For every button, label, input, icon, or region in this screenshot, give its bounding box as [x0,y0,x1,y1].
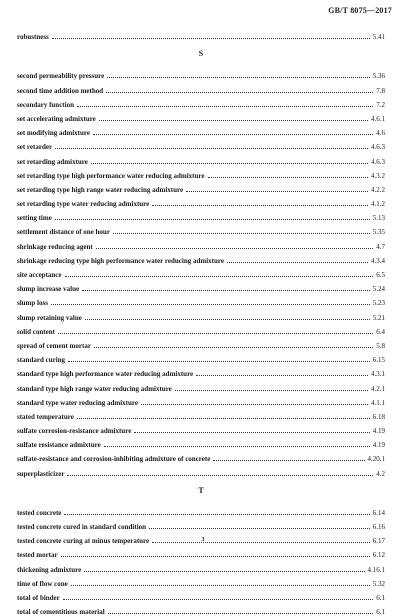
index-term: second permeability pressure [17,72,105,81]
index-term: robustness [17,33,49,42]
dot-leader [67,475,373,476]
index-term: slump increase value [17,285,80,294]
clause-reference: 4.3.4 [371,256,385,265]
dot-leader [186,191,368,192]
index-entry [17,503,385,517]
dot-leader [71,585,370,586]
index-entry [17,66,385,80]
clause-reference: 4.19 [372,441,385,450]
dot-leader [213,460,364,461]
clause-reference: 4.6.3 [371,143,385,152]
index-entry [17,449,385,463]
clause-reference: 4.7 [376,242,385,251]
clause-reference: 6.1 [376,608,385,616]
index-term: second time addition method [17,86,104,95]
index-entry [17,364,385,378]
index-term: standard curing [17,356,66,365]
dot-leader [68,361,370,362]
index-entry [17,307,385,321]
dot-leader [58,333,373,334]
index-term: set modifying admixture [17,129,90,138]
index-entry [17,137,385,151]
clause-reference: 7.2 [376,100,385,109]
index-term: spread of cement mortar [17,341,91,350]
dot-leader [55,219,370,220]
index-term: standard type high range water reducing admixture [17,384,172,393]
index-entry [17,421,385,435]
index-term: tested concrete curing at minus temperature [17,537,150,546]
clause-reference: 4.19 [372,427,385,436]
clause-reference: 4.3.2 [371,171,385,180]
clause-reference: 4.2 [376,469,385,478]
dot-leader [141,404,368,405]
clause-reference: 4.6 [376,129,385,138]
index-term: sulfate-resistance and corrosion-inhibiting admixture of concrete [17,455,211,464]
index-term: shrinkage reducing agent [17,242,93,251]
dot-leader [106,92,373,93]
index-entry [17,463,385,477]
clause-reference: 4.3.1 [371,370,385,379]
clause-reference: 5.21 [372,313,385,322]
index-entry [17,517,385,531]
clause-reference: 5.24 [372,285,385,294]
page-number: 3 [201,537,205,543]
dot-leader [196,375,368,376]
clause-reference: 6.1 [376,593,385,602]
clause-reference: 4.1.2 [371,200,385,209]
term-index [17,27,385,616]
index-entry [17,222,385,236]
index-term: tested mortar [17,551,58,560]
dot-leader [208,177,369,178]
dot-leader [227,262,368,263]
clause-reference: 5.36 [372,72,385,81]
section-letter-heading: T [198,485,204,495]
index-entry [17,166,385,180]
index-entry [17,336,385,350]
dot-leader [99,120,368,121]
index-entry [17,27,385,41]
clause-reference: 5.41 [372,33,385,42]
index-entry [17,574,385,588]
dot-leader [51,304,370,305]
index-term: tested concrete [17,508,62,517]
index-entry [17,151,385,165]
dot-leader [65,276,374,277]
index-entry [17,123,385,137]
clause-reference: 5.13 [372,214,385,223]
dot-leader [96,248,374,249]
index-entry [17,435,385,449]
clause-reference: 5.23 [372,299,385,308]
dot-leader [84,571,364,572]
dot-leader [134,432,369,433]
index-entry [17,322,385,336]
index-entry [17,279,385,293]
clause-reference: 4.2.2 [371,185,385,194]
index-term: tested concrete cured in standard condition [17,523,147,531]
index-term: site acceptance [17,271,62,279]
index-term: standard type water reducing admixture [17,398,138,407]
clause-reference: 5.35 [372,228,385,237]
dot-leader [94,347,373,348]
clause-reference: 4.6.1 [371,114,385,123]
index-entry [17,109,385,123]
index-term: total of cementitious material [17,608,105,616]
index-term: set accelerating admixture [17,114,96,123]
clause-reference: 6.18 [372,412,385,421]
dot-leader [63,599,373,600]
dot-leader [104,446,370,447]
index-term: superplasticizer [17,469,65,478]
index-term: shrinkage reducing type high performance water reducing admixture [17,256,224,265]
index-term: stated temperature [17,412,74,421]
dot-leader [113,233,370,234]
index-term: solid content [17,327,55,336]
clause-reference: 6.12 [372,551,385,560]
dot-leader [61,556,370,557]
index-entry [17,393,385,407]
index-term: standard type high performance water reducing admixture [17,370,194,379]
dot-leader [93,134,373,135]
index-term: set retarding type water reducing admixture [17,200,150,209]
dot-leader [82,290,370,291]
clause-reference: 4.2.1 [371,384,385,393]
dot-leader [108,613,374,614]
index-entry [17,378,385,392]
index-term: set retarder [17,143,53,152]
index-term: set retarding admixture [17,157,88,166]
index-term: sulfate resistance admixture [17,441,101,450]
index-term: setting time [17,214,52,223]
index-entry [17,265,385,279]
index-entry [17,208,385,222]
index-entry [17,588,385,602]
index-entry [17,236,385,250]
clause-reference: 6.4 [376,327,385,336]
index-term: thickening admixture [17,565,82,574]
dot-leader [64,514,369,515]
clause-reference: 5.8 [376,341,385,350]
clause-reference: 4.20.1 [367,455,385,464]
dot-leader [55,148,368,149]
standard-code: GB/T 8075—2017 [328,6,392,15]
clause-reference: 4.16.1 [367,565,385,574]
index-term: slump loss [17,299,48,308]
index-entry [17,194,385,208]
index-entry [17,180,385,194]
clause-reference: 5.32 [372,579,385,588]
index-term: secondary function [17,100,74,109]
index-entry [17,350,385,364]
index-term: time of flow cone [17,579,68,588]
dot-leader [77,106,373,107]
index-term: set retarding type high performance water reducing admixture [17,171,205,180]
clause-reference: 6.15 [372,356,385,365]
index-term: total of binder [17,593,60,602]
index-entry [17,95,385,109]
dot-leader [152,205,368,206]
index-entry [17,80,385,94]
dot-leader [85,319,370,320]
clause-reference: 4.1.1 [371,398,385,407]
index-entry [17,251,385,265]
index-entry [17,545,385,559]
index-term: set retarding type high range water reducing admixture [17,185,184,194]
clause-reference: 6.17 [372,537,385,546]
clause-reference: 4.6.3 [371,157,385,166]
dot-leader [107,77,370,78]
dot-leader [77,418,370,419]
index-entry [17,602,385,616]
section-letter-heading: S [198,49,204,59]
index-entry [17,407,385,421]
index-entry [17,293,385,307]
index-term: settlement distance of one hour [17,228,110,237]
dot-leader [149,528,370,529]
clause-reference: 6.5 [376,271,385,279]
dot-leader [91,163,368,164]
index-entry [17,559,385,573]
clause-reference: 6.14 [372,508,385,517]
dot-leader [175,390,368,391]
dot-leader [52,38,370,39]
index-term: slump retaining value [17,313,82,322]
clause-reference: 7.8 [376,86,385,95]
clause-reference: 6.16 [372,523,385,531]
index-term: sulfate corrosion-resistance admixture [17,427,132,436]
